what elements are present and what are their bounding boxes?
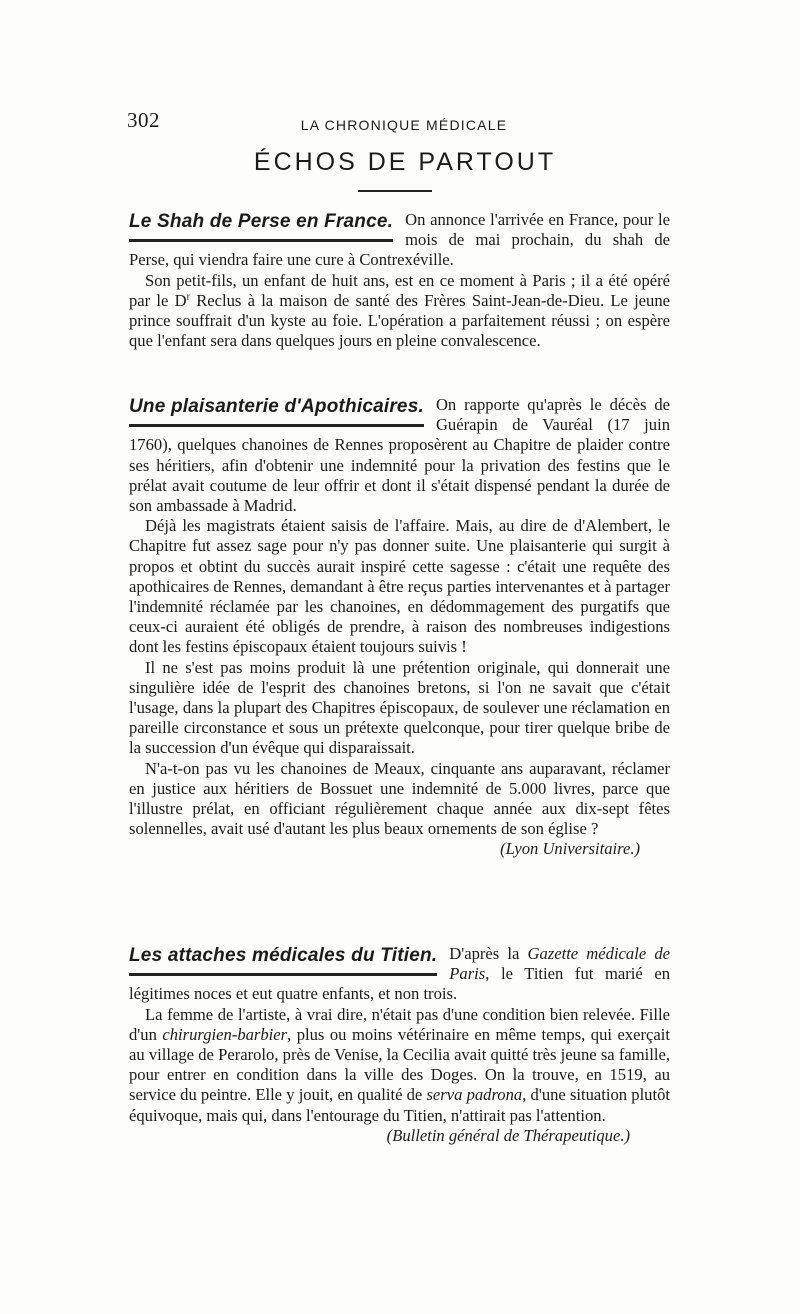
article-shah-p2: Son petit-fils, un enfant de huit ans, est en ce moment à Paris ; il a été opéré par le $D^r$ Reclus à la maison de santé des Frères Saint-Jean-de-Dieu. Le jeune prince souffrait d'un kyste au foie. L'opération a parfaitement réussi ; on espère que l'enfant sera dans quelques jours en pleine convalescence. xyxy=(129,270,670,351)
article-titien-p2: La femme de l'artiste, à vrai dire, n'était pas d'une condition bien relevée. Fille d'un chirurgien-barbier, plus ou moins vétérinaire en même temps, qui exerçait au village de Perarolo, près de Venise, la Cecilia avait quitté très jeune sa famille, pour entrer en condition dans la ville des Doges. On la trouve, en 1519, au service du peintre. Elle y jouit, en qualité de serva padrona, d'une situation plutôt équivoque, mais qui, dans l'entourage du Titien, n'attirait pas l'attention. xyxy=(129,1004,670,1125)
section-title: ÉCHOS DE PARTOUT xyxy=(253,148,557,176)
article-shah-p1: Le Shah de Perse en France. On annonce l'arrivée en France, pour le mois de mai prochain, du shah de Perse, qui viendra faire une cure à Contrexéville. xyxy=(129,210,670,270)
article-apothicaires-source: (Lyon Universitaire.) xyxy=(500,839,640,859)
article-titien-heading: Les attaches médicales du Titien. xyxy=(129,945,437,976)
article-apothicaires-p4: N'a-t-on pas vu les chanoines de Meaux, cinquante ans auparavant, réclamer en justice aux héritiers de Bossuet une indemnité de 5.000 livres, parce que l'illustre prélat, en officiant régulièrement chaque année aux dix-sept fêtes solennelles, avait usé d'autant les plus beaux ornements de son église ? xyxy=(129,758,670,839)
page-number: 302 xyxy=(127,108,160,132)
article-shah-heading: Le Shah de Perse en France. xyxy=(129,211,393,242)
article-apothicaires-p1: Une plaisanterie d'Apothicaires. On rapporte qu'après le décès de Guérapin de Vauréal (17 juin 1760), quelques chanoines de Rennes proposèrent au Chapitre de plaider contre ses héritiers, afin d'obtenir une indemnité pour la privation des festins que le prélat avait coutume de leur offrir et dont il s'était dispensé pendant la durée de son ambassade à Madrid. xyxy=(129,395,670,516)
article-apothicaires-heading: Une plaisanterie d'Apothicaires. xyxy=(129,396,424,427)
article-titien xyxy=(129,944,670,1146)
article-apothicaires-p2: Déjà les magistrats étaient saisis de l'affaire. Mais, au dire de d'Alembert, le Chapitre fut assez sage pour n'y pas donner suite. Une plaisanterie qui surgit à propos et obtint du succès aurait inspiré cette sagesse : c'était une requête des apothicaires de Rennes, demandant à être reçus parties intervenantes et à partager l'indemnité réclamée par les chanoines, en dédommagement des purgatifs que ceux-ci auraient été obligés de prendre, à raison des nombreuses indigestions dont les festins épiscopaux étaient toujours suivis ! xyxy=(129,516,670,657)
article-apothicaires-p3: Il ne s'est pas moins produit là une prétention originale, qui donnerait une singulière idée de l'esprit des chanoines bretons, si l'on ne savait que c'était l'usage, dans la plupart des Chapitres épiscopaux, de soulever une réclamation en pareille circonstance et sous un prétexte quelconque, pour tirer quelque bribe de la succession d'un évêque qui disparaissait. xyxy=(129,657,670,758)
title-rule xyxy=(358,190,432,192)
article-titien-p1: Les attaches médicales du Titien. D'après la Gazette médicale de Paris, le Titien fut marié en légitimes noces et eut quatre enfants, et non trois. xyxy=(129,944,670,1004)
article-shah xyxy=(129,210,670,351)
running-head: LA CHRONIQUE MÉDICALE xyxy=(300,117,508,133)
article-titien-source: (Bulletin général de Thérapeutique.) xyxy=(386,1125,630,1145)
article-apothicaires xyxy=(129,395,670,860)
